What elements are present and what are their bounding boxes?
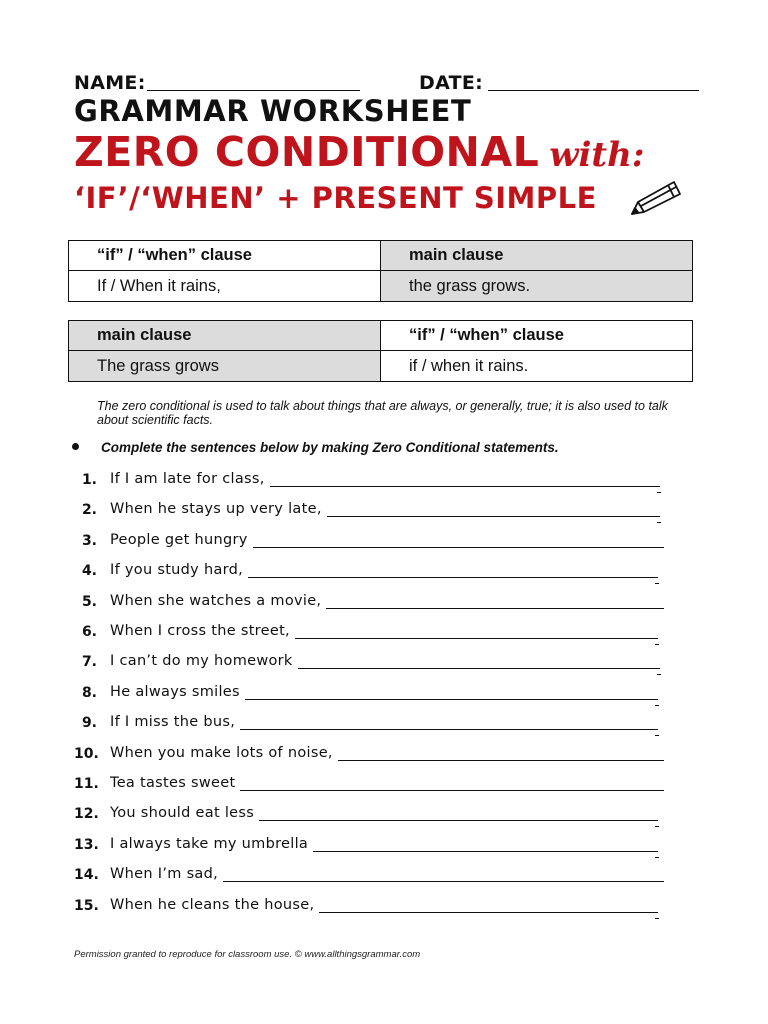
answer-line-end-mark [655, 705, 659, 706]
answer-line[interactable] [313, 851, 658, 852]
answer-line-end-mark [655, 918, 659, 919]
table1-head-right: main clause [381, 241, 693, 271]
exercise-item [0, 557, 768, 587]
pencil-icon [624, 178, 684, 220]
table1-cell-right: the grass grows. [381, 271, 693, 302]
exercise-prompt: People get hungry [110, 531, 248, 548]
answer-line[interactable] [253, 547, 664, 548]
exercise-prompt: When you make lots of noise, [110, 744, 333, 761]
exercise-prompt: Tea tastes sweet [110, 775, 236, 791]
exercise-item [0, 831, 768, 861]
bullet-icon [72, 443, 79, 450]
topic-title-main: ZERO CONDITIONAL [74, 128, 540, 176]
topic-subtitle: ‘IF’/‘WHEN’ + PRESENT SIMPLE [74, 181, 597, 215]
exercise-number: 6. [81, 624, 97, 640]
answer-line[interactable] [319, 912, 658, 913]
answer-line-end-mark [657, 674, 661, 675]
exercise-prompt: When he stays up very late, [110, 501, 322, 518]
exercise-prompt: If I am late for class, [110, 471, 265, 487]
table2-head-left: main clause [69, 321, 381, 351]
structure-table-if-first [68, 240, 693, 302]
table2-head-right: “if” / “when” clause [381, 321, 693, 351]
exercise-prompt: When he cleans the house, [110, 896, 315, 913]
answer-line-end-mark [655, 826, 659, 827]
exercise-item [0, 618, 768, 648]
exercise-number: 3. [81, 532, 97, 549]
answer-line[interactable] [248, 577, 658, 578]
exercise-item [0, 496, 768, 526]
exercise-prompt: When I cross the street, [110, 623, 290, 639]
exercise-item [0, 800, 768, 830]
table2-cell-right: if / when it rains. [381, 351, 693, 382]
exercise-item [0, 527, 768, 557]
name-label: NAME: [74, 72, 146, 94]
answer-line-end-mark [655, 857, 659, 858]
exercise-item [0, 892, 768, 922]
exercise-prompt: I can’t do my homework [110, 653, 293, 670]
name-field-line[interactable] [147, 90, 360, 91]
answer-line[interactable] [259, 820, 658, 821]
instruction-text: Complete the sentences below by making Zero Conditional statements. [101, 440, 559, 455]
answer-line[interactable] [327, 516, 660, 517]
instruction [72, 440, 559, 455]
answer-line[interactable] [298, 668, 660, 669]
exercise-number: 13. [74, 836, 99, 853]
answer-line[interactable] [240, 790, 664, 791]
answer-line-end-mark [657, 492, 661, 493]
exercise-number: 12. [74, 806, 99, 823]
answer-line-end-mark [655, 735, 659, 736]
exercise-number: 11. [74, 776, 99, 792]
date-label: DATE: [419, 72, 484, 94]
exercise-prompt: If I miss the bus, [110, 714, 236, 731]
exercise-item [0, 709, 768, 739]
exercise-item [0, 679, 768, 709]
exercise-item [0, 588, 768, 618]
worksheet-heading: GRAMMAR WORKSHEET [74, 94, 472, 128]
exercise-prompt: I always take my umbrella [110, 835, 309, 852]
answer-line-end-mark [655, 583, 659, 584]
exercise-number: 10. [74, 745, 99, 762]
exercise-prompt: When I’m sad, [110, 866, 219, 883]
exercise-number: 14. [74, 867, 99, 884]
topic-title-with: with: [549, 135, 645, 175]
answer-line[interactable] [270, 486, 660, 487]
answer-line[interactable] [245, 699, 658, 700]
exercise-item [0, 861, 768, 891]
date-field-line[interactable] [488, 90, 699, 91]
answer-line[interactable] [295, 638, 658, 639]
exercise-item [0, 770, 768, 800]
exercise-number: 15. [74, 897, 99, 914]
exercise-prompt: He always smiles [110, 683, 240, 700]
exercise-number: 8. [81, 684, 97, 701]
name-date-row [74, 72, 700, 96]
structure-table-main-first [68, 320, 693, 382]
topic-title [74, 128, 644, 176]
exercise-number: 5. [81, 593, 97, 610]
answer-line-end-mark [657, 522, 661, 523]
explanation-text: The zero conditional is used to talk about things that are always, or generally, true; it is also used to talk about scientific facts. [97, 399, 668, 427]
table1-cell-left: If / When it rains, [69, 271, 381, 302]
exercise-number: 9. [81, 715, 97, 732]
table2-cell-left: The grass grows [69, 351, 381, 382]
exercise-prompt: You should eat less [110, 805, 255, 822]
exercise-item [0, 648, 768, 678]
answer-line-end-mark [655, 644, 659, 645]
exercise-item [0, 740, 768, 770]
table1-head-left: “if” / “when” clause [69, 241, 381, 271]
exercise-number: 2. [81, 502, 97, 519]
exercise-number: 7. [81, 654, 97, 671]
answer-line[interactable] [338, 760, 664, 761]
exercise-number: 4. [81, 563, 97, 580]
answer-line[interactable] [326, 608, 664, 609]
footer-permission: Permission granted to reproduce for classroom use. © www.allthingsgrammar.com [74, 949, 421, 960]
exercise-prompt: When she watches a movie, [110, 592, 322, 609]
exercise-number: 1. [81, 472, 97, 488]
answer-line[interactable] [223, 881, 664, 882]
exercise-item [0, 466, 768, 496]
answer-line[interactable] [240, 729, 658, 730]
exercise-prompt: If you study hard, [110, 562, 244, 579]
